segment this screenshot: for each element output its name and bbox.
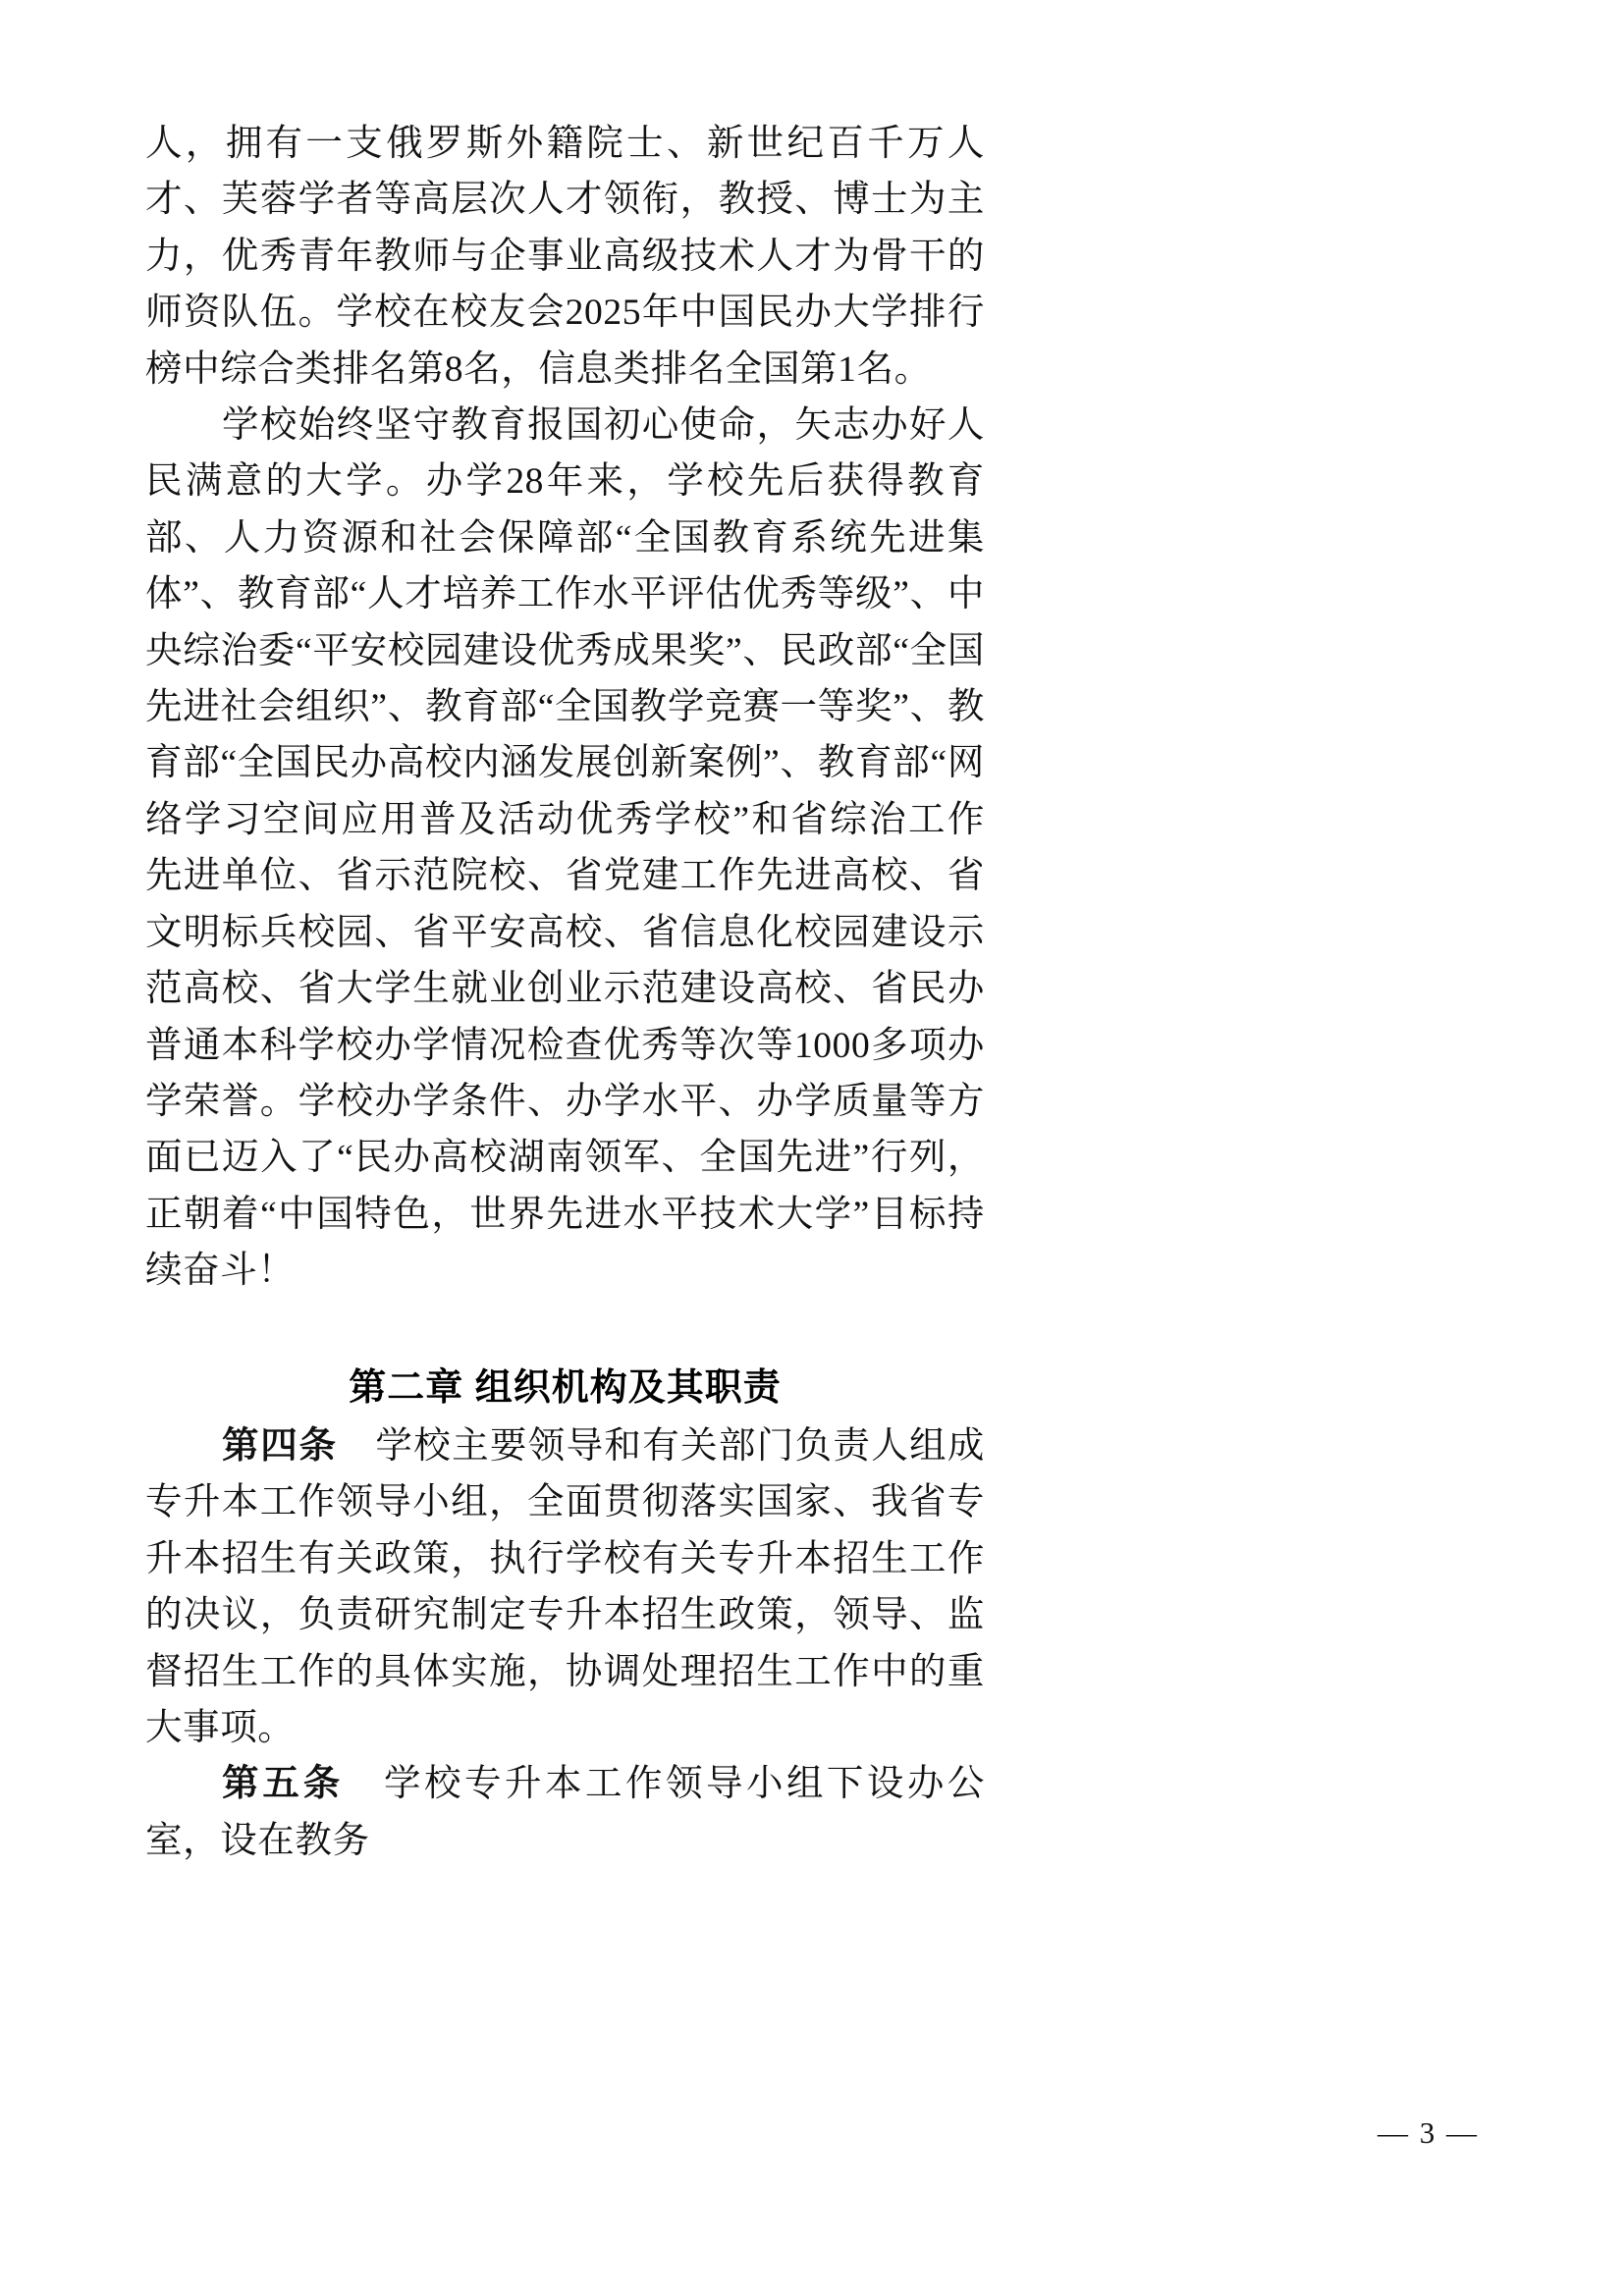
page-number: — 3 —: [1378, 2115, 1479, 2150]
paragraph-school-mission: 学校始终坚守教育报国初心使命，矢志办好人民满意的大学。办学28年来，学校先后获得教育部、人力资源和社会保障部“全国教育系统先进集体”、教育部“人才培养工作水平评估优秀等级”、中央综治委“平安校园建设优秀成果奖”、民政部“全国先进社会组织”、教育部“全国教学竞赛一等奖”、教育部“全国民办高校内涵发展创新案例”、教育部“网络学习空间应用普及活动优秀学校”和省综治工作先进单位、省示范院校、省党建工作先进高校、省文明标兵校园、省平安高校、省信息化校园建设示范高校、省大学生就业创业示范建设高校、省民办普通本科学校办学情况检查优秀等次等1000多项办学荣誉。学校办学条件、办学水平、办学质量等方面已迈入了“民办高校湖南领军、全国先进”行列，正朝着“中国特色，世界先进水平技术大学”目标持续奋斗！: [145, 405, 985, 1292]
page-footer: [145, 2113, 1479, 2153]
page-content: [145, 116, 985, 1869]
paragraph-continued: 人，拥有一支俄罗斯外籍院士、新世纪百千万人才、芙蓉学者等高层次人才领衔，教授、博士为主力，优秀青年教师与企事业高级技术人才为骨干的师资队伍。学校在校友会2025年中国民办大学排行榜中综合类排名第8名，信息类排名全国第1名。: [145, 124, 985, 390]
article-5-label: 第五条: [222, 1764, 345, 1805]
chapter-heading: 第二章 组织机构及其职责: [349, 1366, 782, 1409]
article-4: [145, 1418, 985, 1756]
article-4-text: 学校主要领导和有关部门负责人组成专升本工作领导小组，全面贯彻落实国家、我省专升本招生有关政策，执行学校有关专升本招生工作的决议，负责研究制定专升本招生政策，领导、监督招生工作的具体实施，协调处理招生工作中的重大事项。: [145, 1425, 985, 1748]
article-5: [145, 1756, 985, 1869]
article-4-label: 第四条: [222, 1425, 338, 1467]
article-5-text: 学校专升本工作领导小组下设办公室，设在教务: [145, 1764, 986, 1861]
heading-spacer-top: [145, 1300, 985, 1361]
